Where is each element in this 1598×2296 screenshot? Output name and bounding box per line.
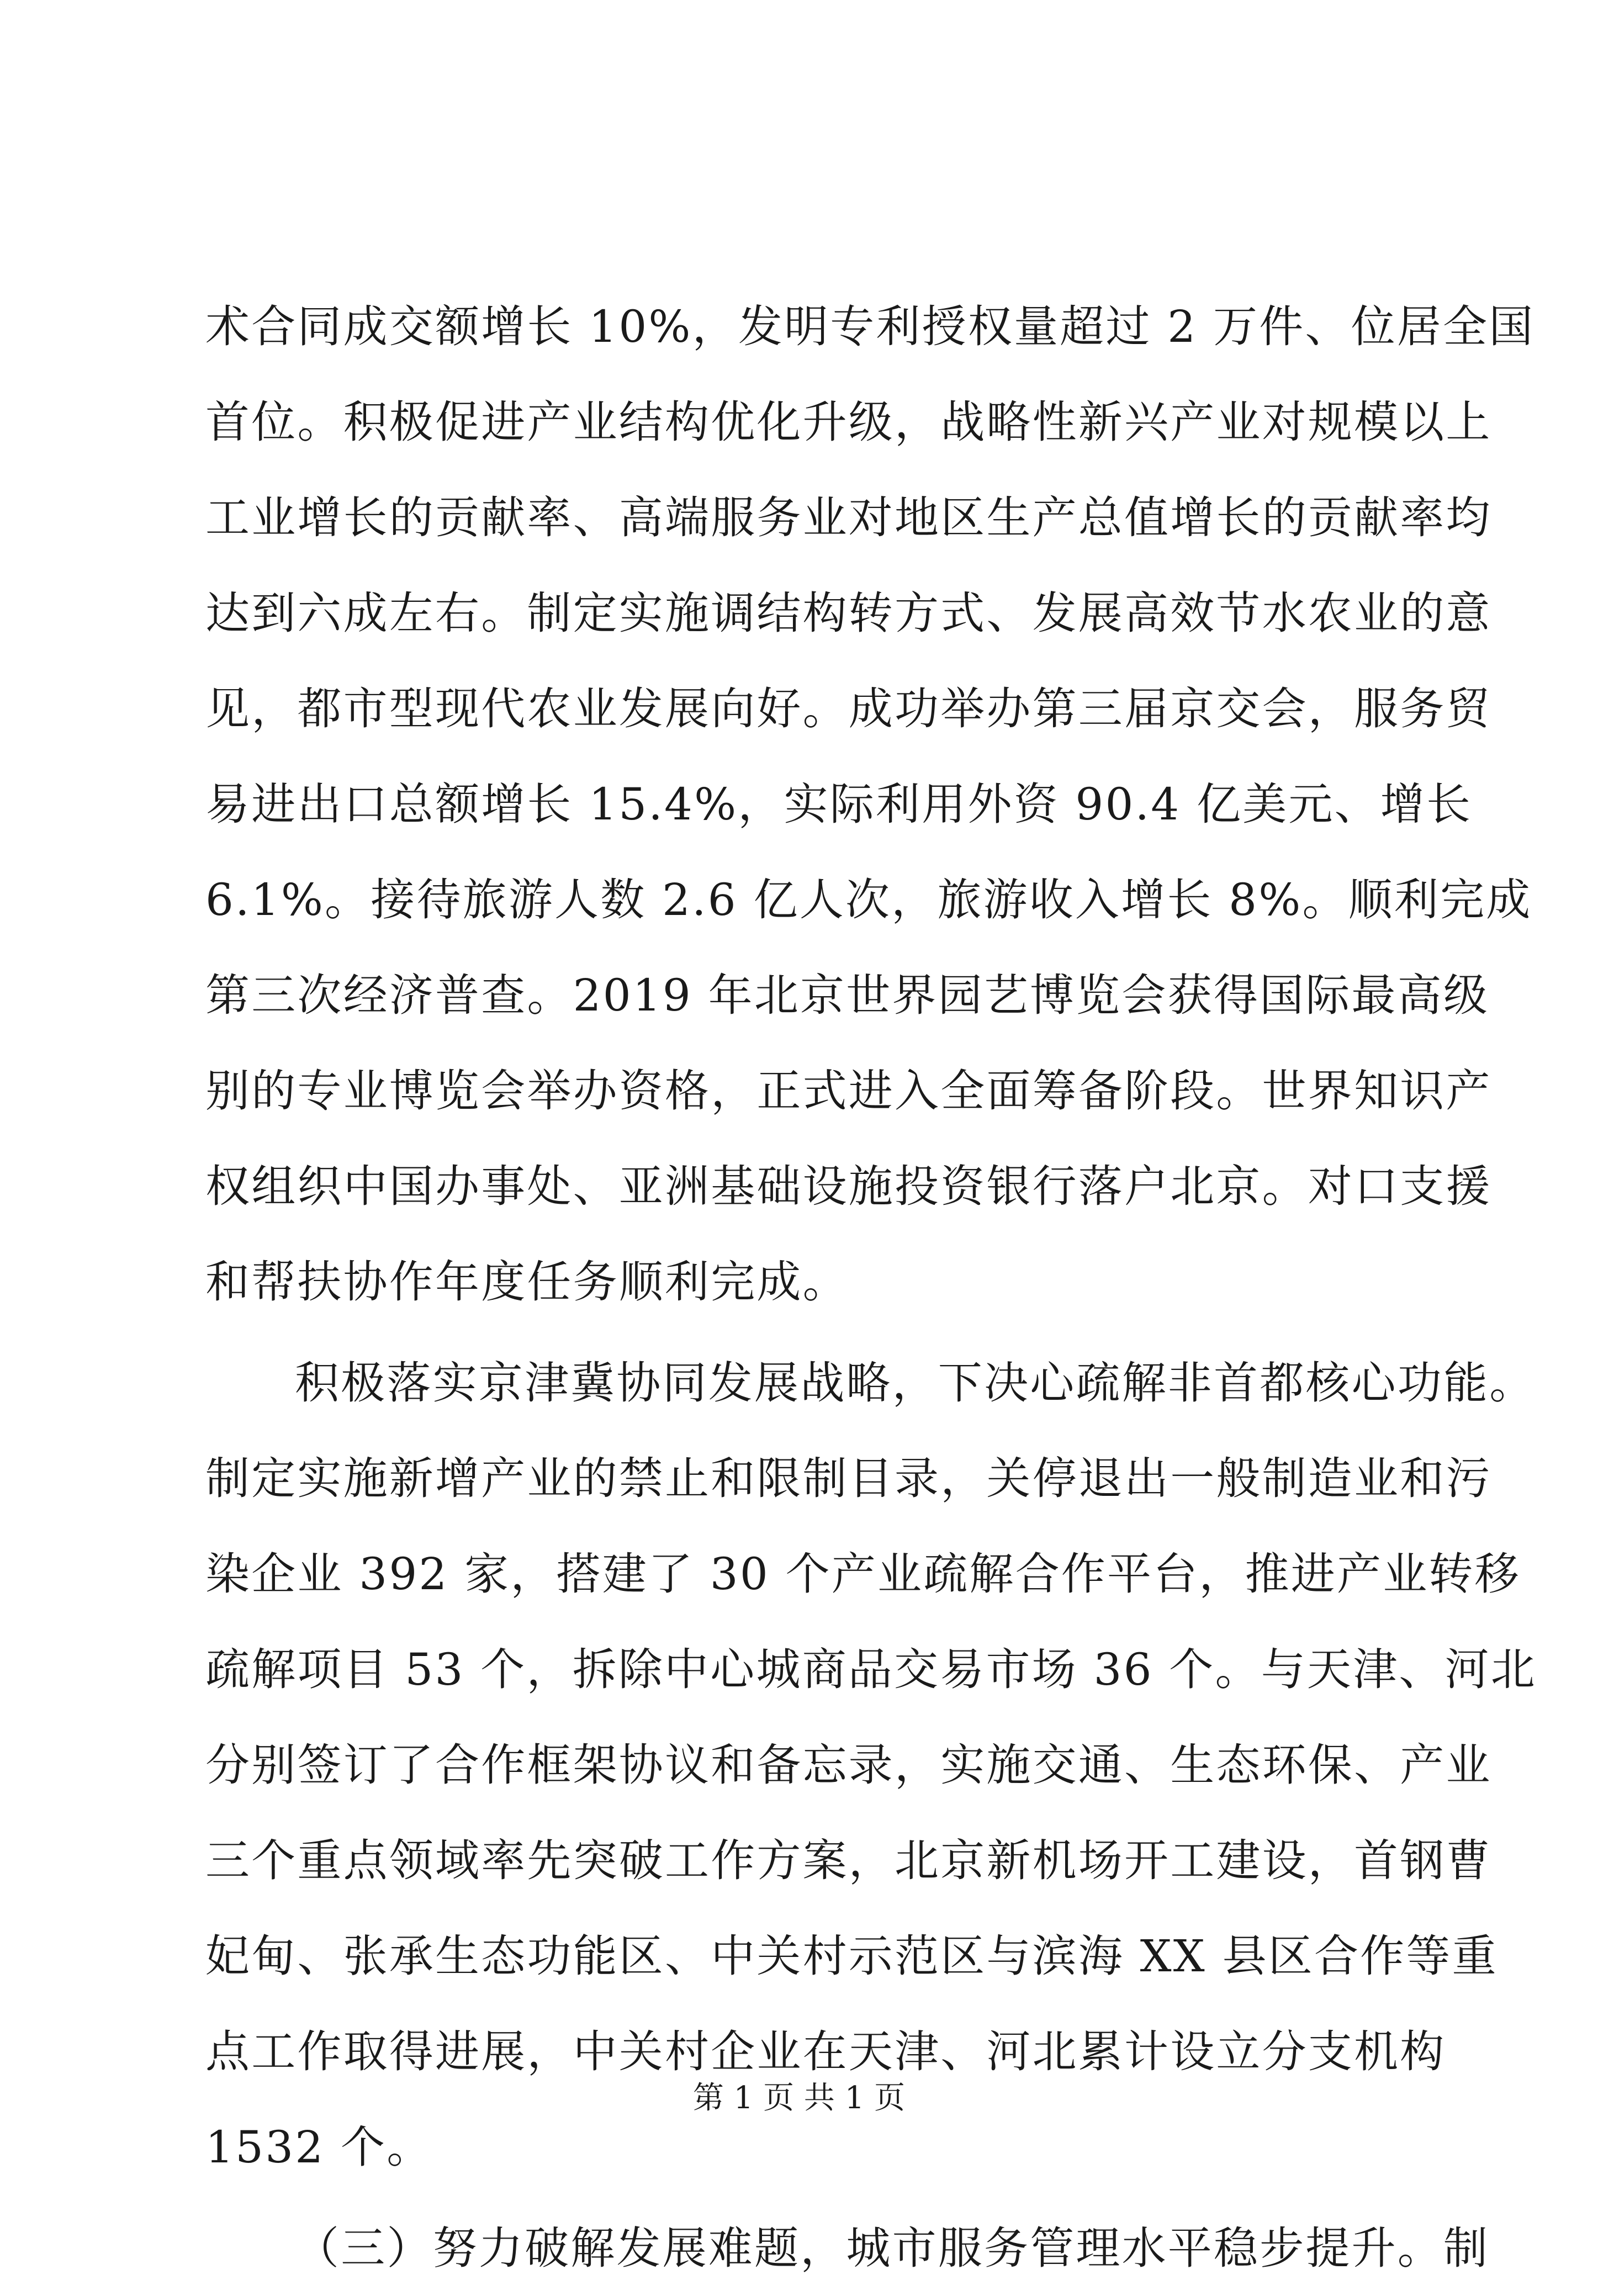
paragraph-first-line: 积极落实京津冀协同发展战略，下决心疏解非首都核心功能。 [295,1357,1536,1409]
text-line: 染企业 392 家，搭建了 30 个产业疏解合作平台，推进产业转移 [205,1548,1521,1600]
body-text [205,279,1537,2296]
section-heading-line: （三）努力破解发展难题，城市服务管理水平稳步提升。制 [295,2223,1490,2274]
text-line: 制定实施新增产业的禁止和限制目录，关停退出一般制造业和污 [205,1453,1492,1504]
text-line: 易进出口总额增长 15.4%，实际利用外资 90.4 亿美元、增长 [205,779,1473,830]
text-line: 分别签订了合作框架协议和备忘录，实施交通、生态环保、产业 [205,1739,1492,1791]
text-line: 权组织中国办事处、亚洲基础设施投资银行落户北京。对口支援 [205,1161,1492,1212]
text-line: 6.1%。接待旅游人数 2.6 亿人次，旅游收入增长 8%。顺利完成 [205,874,1532,925]
text-line: 三个重点领域率先突破工作方案，北京新机场开工建设，首钢曹 [205,1835,1492,1886]
text-line: 1532 个。 [205,2122,433,2173]
text-line: 第三次经济普查。2019 年北京世界园艺博览会获得国际最高级 [205,970,1490,1021]
text-line: 工业增长的贡献率、高端服务业对地区生产总值增长的贡献率均 [205,492,1492,543]
text-line: 妃甸、张承生态功能区、中关村示范区与滨海 XX 县区合作等重 [205,1930,1498,1982]
text-line: 和帮扶协作年度任务顺利完成。 [205,1256,849,1308]
text-line: 点工作取得进展，中关村企业在天津、河北累计设立分支机构 [205,2026,1446,2077]
page-number-footer: 第 1 页 共 1 页 [692,2080,906,2116]
text-line: 别的专业博览会举办资格，正式进入全面筹备阶段。世界知识产 [205,1065,1492,1117]
text-line: 达到六成左右。制定实施调结构转方式、发展高效节水农业的意 [205,588,1492,639]
text-line: 首位。积极促进产业结构优化升级，战略性新兴产业对规模以上 [205,396,1492,448]
text-line: 见，都市型现代农业发展向好。成功举办第三届京交会，服务贸 [205,683,1492,734]
text-line: 术合同成交额增长 10%，发明专利授权量超过 2 万件、位居全国 [205,301,1535,352]
text-line: 疏解项目 53 个，拆除中心城商品交易市场 36 个。与天津、河北 [205,1644,1537,1695]
